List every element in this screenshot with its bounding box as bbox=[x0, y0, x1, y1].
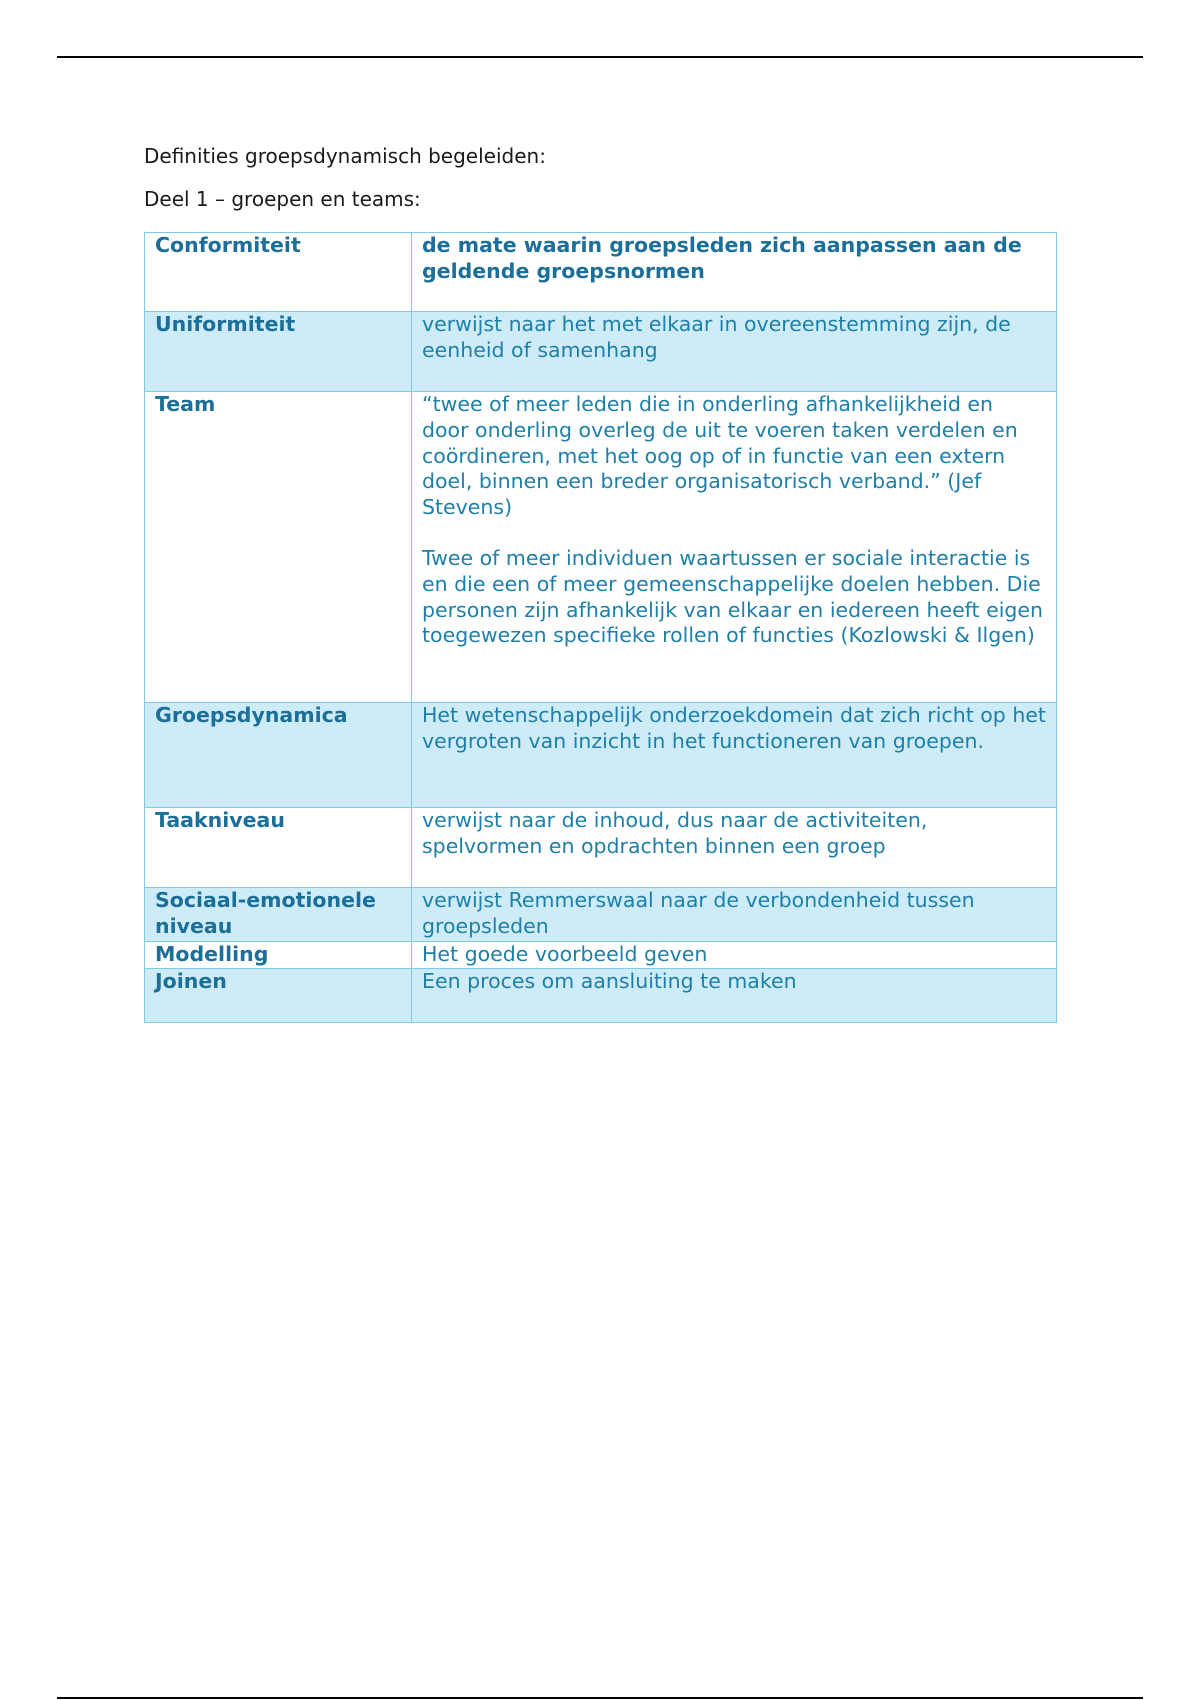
table-row bbox=[145, 392, 1057, 703]
term-cell: Uniformiteit bbox=[145, 312, 412, 392]
definition-text: verwijst naar de inhoud, dus naar de activiteiten, spelvormen en opdrachten binnen een groep bbox=[422, 808, 928, 858]
table-row bbox=[145, 808, 1057, 888]
definition-text: de mate waarin groepsleden zich aanpassen aan de geldende groepsnormen bbox=[422, 233, 1022, 283]
term-cell: Taakniveau bbox=[145, 808, 412, 888]
definition-cell bbox=[412, 233, 1057, 312]
term-cell: Sociaal-emotionele niveau bbox=[145, 888, 412, 942]
term-cell: Conformiteit bbox=[145, 233, 412, 312]
definition-text: Een proces om aansluiting te maken bbox=[422, 969, 797, 993]
definition-text: Twee of meer individuen waartussen er sociale interactie is en die een of meer gemeenschappelijke doelen hebben. Die personen zijn afhankelijk van elkaar en iedereen heeft eigen toegewezen specifieke rollen of functies (Kozlowski & Ilgen) bbox=[422, 545, 1044, 648]
definition-cell bbox=[412, 392, 1057, 703]
definition-cell bbox=[412, 942, 1057, 969]
table-row bbox=[145, 703, 1057, 808]
table-row bbox=[145, 969, 1057, 1023]
definition-cell bbox=[412, 969, 1057, 1023]
header-rule bbox=[57, 56, 1143, 58]
definition-cell bbox=[412, 312, 1057, 392]
definition-text: “twee of meer leden die in onderling afhankelijkheid en door onderling overleg de uit te voeren taken verdelen en coördineren, met het oog op of in functie van een extern doel, binnen een breder organisatorisch verband.” (Jef Stevens) bbox=[422, 392, 1018, 520]
footer-rule bbox=[57, 1697, 1143, 1699]
definition-cell bbox=[412, 808, 1057, 888]
definition-cell bbox=[412, 703, 1057, 808]
term-cell: Groepsdynamica bbox=[145, 703, 412, 808]
document-title: Definities groepsdynamisch begeleiden: bbox=[144, 144, 546, 168]
definition-text: Het goede voorbeeld geven bbox=[422, 942, 708, 966]
definition-text: Het wetenschappelijk onderzoekdomein dat zich richt op het vergroten van inzicht in het functioneren van groepen. bbox=[422, 703, 1046, 753]
definition-text: verwijst Remmerswaal naar de verbondenheid tussen groepsleden bbox=[422, 888, 975, 938]
section-heading: Deel 1 – groepen en teams: bbox=[144, 187, 421, 211]
definition-cell bbox=[412, 888, 1057, 942]
table-row bbox=[145, 233, 1057, 312]
table-row bbox=[145, 888, 1057, 942]
term-cell: Joinen bbox=[145, 969, 412, 1023]
table-row bbox=[145, 942, 1057, 969]
definitions-table bbox=[144, 232, 1057, 1023]
definition-text: verwijst naar het met elkaar in overeenstemming zijn, de eenheid of samenhang bbox=[422, 312, 1011, 362]
table-row bbox=[145, 312, 1057, 392]
term-cell: Team bbox=[145, 392, 412, 703]
term-cell: Modelling bbox=[145, 942, 412, 969]
